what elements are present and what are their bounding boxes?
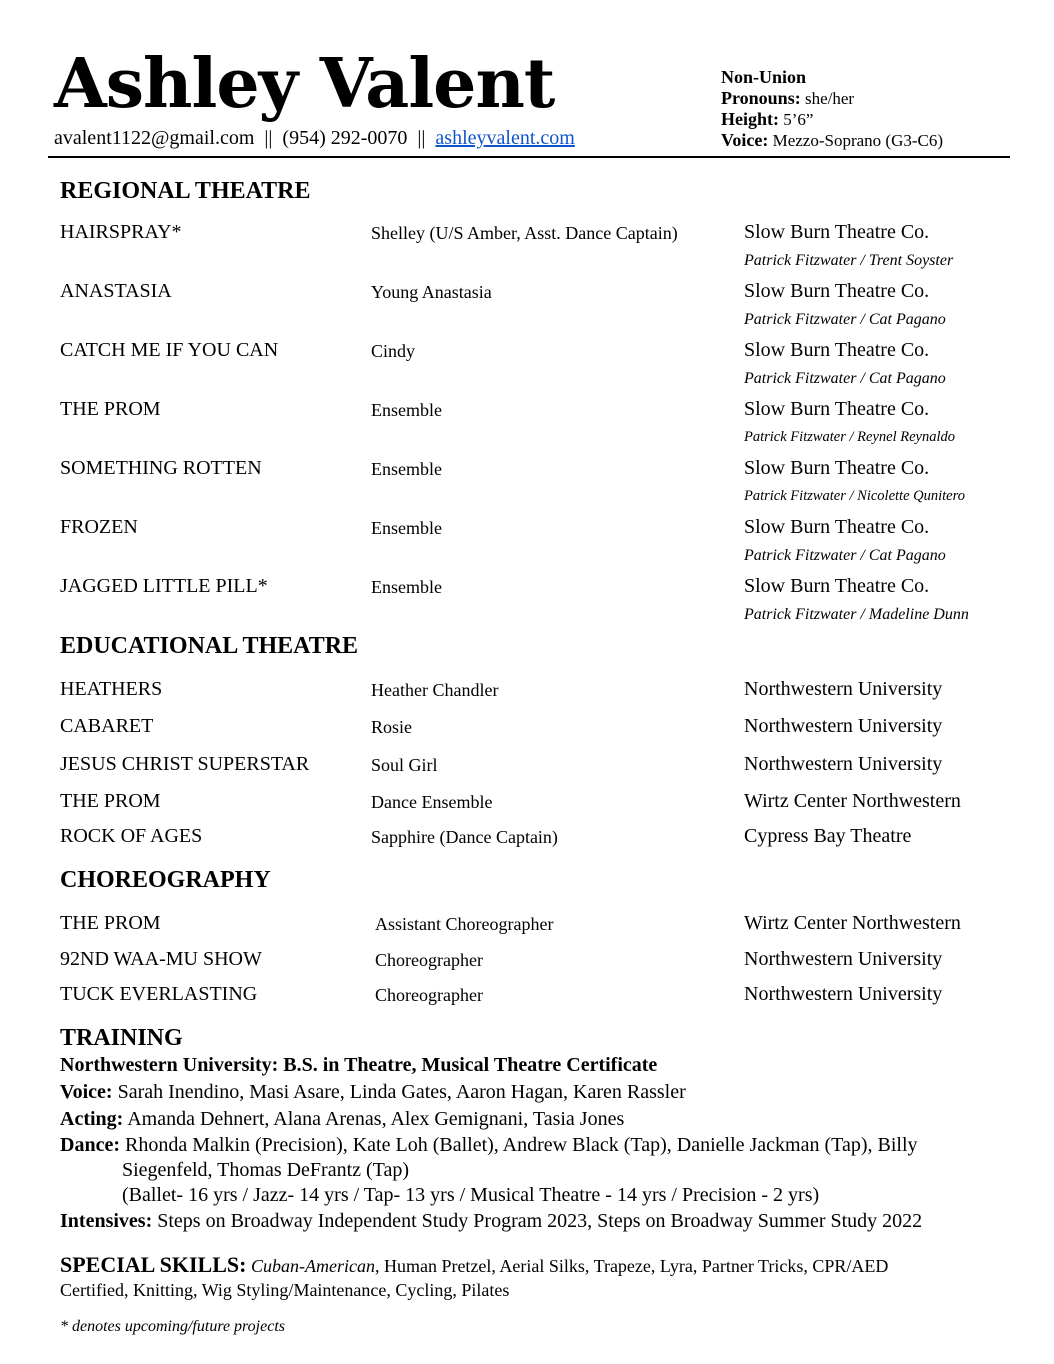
- acting-teachers: Amanda Dehnert, Alana Arenas, Alex Gemignani, Tasia Jones: [127, 1108, 625, 1130]
- role: Ensemble: [371, 577, 442, 597]
- skills-list: , Human Pretzel, Aerial Silks, Trapeze, Lyra, Partner Tricks, CPR/AED Certified, Knitting, Wig Styling/Maintenance, Cycling, Pilates: [60, 1256, 889, 1300]
- directors: Patrick Fitzwater / Nicolette Qunitero: [744, 488, 965, 504]
- section-title-regional: REGIONAL THEATRE: [60, 178, 311, 204]
- separator: ||: [417, 127, 426, 149]
- company: Slow Burn Theatre Co.: [744, 398, 930, 420]
- stats-block: [721, 67, 943, 151]
- union-status: Non-Union: [721, 67, 807, 87]
- credit-row: [0, 912, 1054, 942]
- credit-row: [0, 575, 1054, 623]
- company: Slow Burn Theatre Co.: [744, 575, 930, 597]
- voice-teachers: Sarah Inendino, Masi Asare, Linda Gates, Aaron Hagan, Karen Rassler: [117, 1081, 686, 1103]
- training-block: [60, 1052, 1020, 1235]
- role: Young Anastasia: [371, 282, 492, 302]
- skills-heritage: Cuban-American: [250, 1256, 375, 1276]
- voice-label: Voice:: [721, 130, 769, 150]
- acting-training-line: [60, 1106, 1020, 1133]
- show-title: THE PROM: [60, 790, 161, 812]
- dance-teachers-cont: Siegenfeld, Thomas DeFrantz (Tap): [122, 1159, 410, 1181]
- company: Northwestern University: [744, 753, 943, 775]
- skills-title: SPECIAL SKILLS:: [60, 1252, 247, 1277]
- directors: Patrick Fitzwater / Trent Soyster: [744, 252, 954, 269]
- role: Cindy: [371, 341, 416, 361]
- company: Northwestern University: [744, 983, 943, 1005]
- dance-training-line: [60, 1133, 1020, 1158]
- header-divider: [48, 156, 1010, 158]
- company: Cypress Bay Theatre: [744, 825, 912, 847]
- show-title: HAIRSPRAY*: [60, 221, 182, 243]
- credit-row: [0, 280, 1054, 328]
- role: Heather Chandler: [371, 680, 499, 700]
- show-title: ROCK OF AGES: [60, 825, 203, 847]
- directors: Patrick Fitzwater / Cat Pagano: [744, 547, 946, 564]
- voice-value: Mezzo-Soprano (G3-C6): [772, 131, 944, 150]
- show-title: THE PROM: [60, 398, 161, 420]
- separator: ||: [264, 127, 273, 149]
- company: Slow Burn Theatre Co.: [744, 280, 930, 302]
- special-skills: [60, 1253, 960, 1302]
- email-text: avalent1122@gmail.com: [54, 127, 255, 149]
- intensives-list: Steps on Broadway Independent Study Program 2023, Steps on Broadway Summer Study 2022: [157, 1210, 923, 1232]
- show-title: ANASTASIA: [60, 280, 172, 302]
- role: Ensemble: [371, 518, 442, 538]
- show-title: JESUS CHRIST SUPERSTAR: [60, 753, 310, 775]
- role: Rosie: [371, 717, 413, 737]
- credit-row: [0, 753, 1054, 783]
- credit-row: [0, 825, 1054, 855]
- directors: Patrick Fitzwater / Reynel Reynaldo: [744, 429, 955, 445]
- role: Dance Ensemble: [371, 792, 493, 812]
- credit-row: [0, 516, 1054, 564]
- credit-row: [0, 715, 1054, 745]
- company: Slow Burn Theatre Co.: [744, 457, 930, 479]
- height-value: 5’6”: [783, 110, 814, 129]
- dance-teachers: Rhonda Malkin (Precision), Kate Loh (Ballet), Andrew Black (Tap), Danielle Jackman (Tap), Billy: [124, 1134, 918, 1156]
- website-link[interactable]: ashleyvalent.com: [435, 127, 575, 149]
- voice-training-line: [60, 1079, 1020, 1106]
- credit-row: [0, 983, 1054, 1013]
- credit-row: [0, 339, 1054, 387]
- company: Slow Burn Theatre Co.: [744, 339, 930, 361]
- company: Wirtz Center Northwestern: [744, 912, 961, 934]
- role: Choreographer: [375, 950, 483, 970]
- role: Assistant Choreographer: [375, 914, 554, 934]
- company: Northwestern University: [744, 948, 943, 970]
- intensives-line: [60, 1208, 1020, 1235]
- role: Soul Girl: [371, 755, 438, 775]
- contact-line: [54, 127, 575, 150]
- directors: Patrick Fitzwater / Cat Pagano: [744, 311, 946, 328]
- acting-training-label: Acting:: [60, 1108, 124, 1130]
- show-title: CATCH ME IF YOU CAN: [60, 339, 279, 361]
- footnote: * denotes upcoming/future projects: [60, 1318, 285, 1335]
- show-title: TUCK EVERLASTING: [60, 983, 258, 1005]
- role: Choreographer: [375, 985, 483, 1005]
- section-title-educational: EDUCATIONAL THEATRE: [60, 633, 359, 659]
- credit-row: [0, 790, 1054, 820]
- show-title: THE PROM: [60, 912, 161, 934]
- credit-row: [0, 221, 1054, 269]
- resume-name: Ashley Valent: [54, 44, 555, 124]
- role: Sapphire (Dance Captain): [371, 827, 558, 847]
- company: Northwestern University: [744, 678, 943, 700]
- show-title: FROZEN: [60, 516, 138, 538]
- show-title: 92ND WAA-MU SHOW: [60, 948, 262, 970]
- role: Shelley (U/S Amber, Asst. Dance Captain): [371, 223, 678, 243]
- credit-row: [0, 678, 1054, 708]
- show-title: CABARET: [60, 715, 154, 737]
- pronouns-label: Pronouns:: [721, 88, 801, 108]
- role: Ensemble: [371, 400, 442, 420]
- pronouns-value: she/her: [804, 89, 855, 108]
- company: Wirtz Center Northwestern: [744, 790, 961, 812]
- company: Northwestern University: [744, 715, 943, 737]
- intensives-label: Intensives:: [60, 1210, 153, 1232]
- credit-row: [0, 398, 1054, 445]
- degree-line: Northwestern University: B.S. in Theatre, Musical Theatre Certificate: [60, 1054, 658, 1076]
- section-title-choreography: CHOREOGRAPHY: [60, 867, 271, 893]
- dance-training-label: Dance:: [60, 1134, 120, 1156]
- show-title: HEATHERS: [60, 678, 163, 700]
- directors: Patrick Fitzwater / Madeline Dunn: [744, 606, 969, 623]
- show-title: SOMETHING ROTTEN: [60, 457, 262, 479]
- voice-training-label: Voice:: [60, 1081, 113, 1103]
- credit-row: [0, 948, 1054, 978]
- section-title-training: TRAINING: [60, 1025, 183, 1051]
- phone-text: (954) 292-0070: [282, 127, 408, 149]
- directors: Patrick Fitzwater / Cat Pagano: [744, 370, 946, 387]
- dance-years: (Ballet- 16 yrs / Jazz- 14 yrs / Tap- 13 yrs / Musical Theatre - 14 yrs / Precision - 2 yrs): [122, 1184, 820, 1206]
- company: Slow Burn Theatre Co.: [744, 221, 930, 243]
- show-title: JAGGED LITTLE PILL*: [60, 575, 268, 597]
- role: Ensemble: [371, 459, 442, 479]
- height-label: Height:: [721, 109, 779, 129]
- company: Slow Burn Theatre Co.: [744, 516, 930, 538]
- credit-row: [0, 457, 1054, 504]
